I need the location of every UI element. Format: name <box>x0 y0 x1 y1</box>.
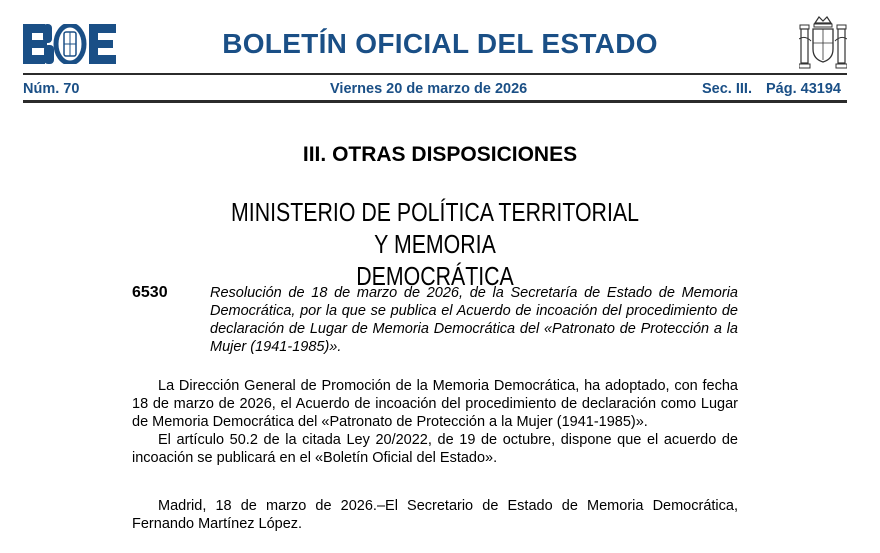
header-bottom-rule <box>23 100 847 103</box>
issue-date: Viernes 20 de marzo de 2026 <box>330 81 528 97</box>
spain-coat-of-arms-icon <box>799 15 847 70</box>
signature-paragraph: Madrid, 18 de marzo de 2026.–El Secretario de Estado de Memoria Democrática, Fernando Martínez López. <box>132 498 738 532</box>
section-heading: III. OTRAS DISPOSICIONES <box>302 143 578 166</box>
disposition-summary: Resolución de 18 de marzo de 2026, de la Secretaría de Estado de Memoria Democrática, por la que se publica el Acuerdo de incoación del procedimiento de declaración de Lugar de Memoria Democrática del «Patronato de Protección a la Mujer (1941-1985)». <box>210 285 738 355</box>
publication-title: BOLETÍN OFICIAL DEL ESTADO <box>222 28 658 59</box>
ministry-line-2: DEMOCRÁTICA <box>356 261 514 291</box>
body-paragraph-2: El artículo 50.2 de la citada Ley 20/2022, de 19 de octubre, dispone que el acuerdo de incoación se publicará en el «Boletín Oficial del Estado». <box>132 432 738 466</box>
ministry-line-1: MINISTERIO DE POLÍTICA TERRITORIAL Y MEMORIA <box>231 197 639 259</box>
section-label: Sec. III. <box>702 81 752 97</box>
header-top-rule <box>23 73 847 75</box>
body-text <box>132 377 738 467</box>
signature-block <box>132 497 738 533</box>
issue-number: Núm. 70 <box>23 81 80 97</box>
page-header <box>0 0 880 110</box>
disposition-number: 6530 <box>132 284 168 301</box>
page-number: Pág. 43194 <box>766 81 841 97</box>
ministry-heading <box>230 196 640 292</box>
body-paragraph-1: La Dirección General de Promoción de la Memoria Democrática, ha adoptado, con fecha 18 de marzo de 2026, el Acuerdo de incoación del procedimiento de declaración como Lugar de Memoria Democrática del «Patronato de Protección a la Mujer (1941-1985)». <box>132 378 738 430</box>
boe-logo <box>23 24 116 64</box>
